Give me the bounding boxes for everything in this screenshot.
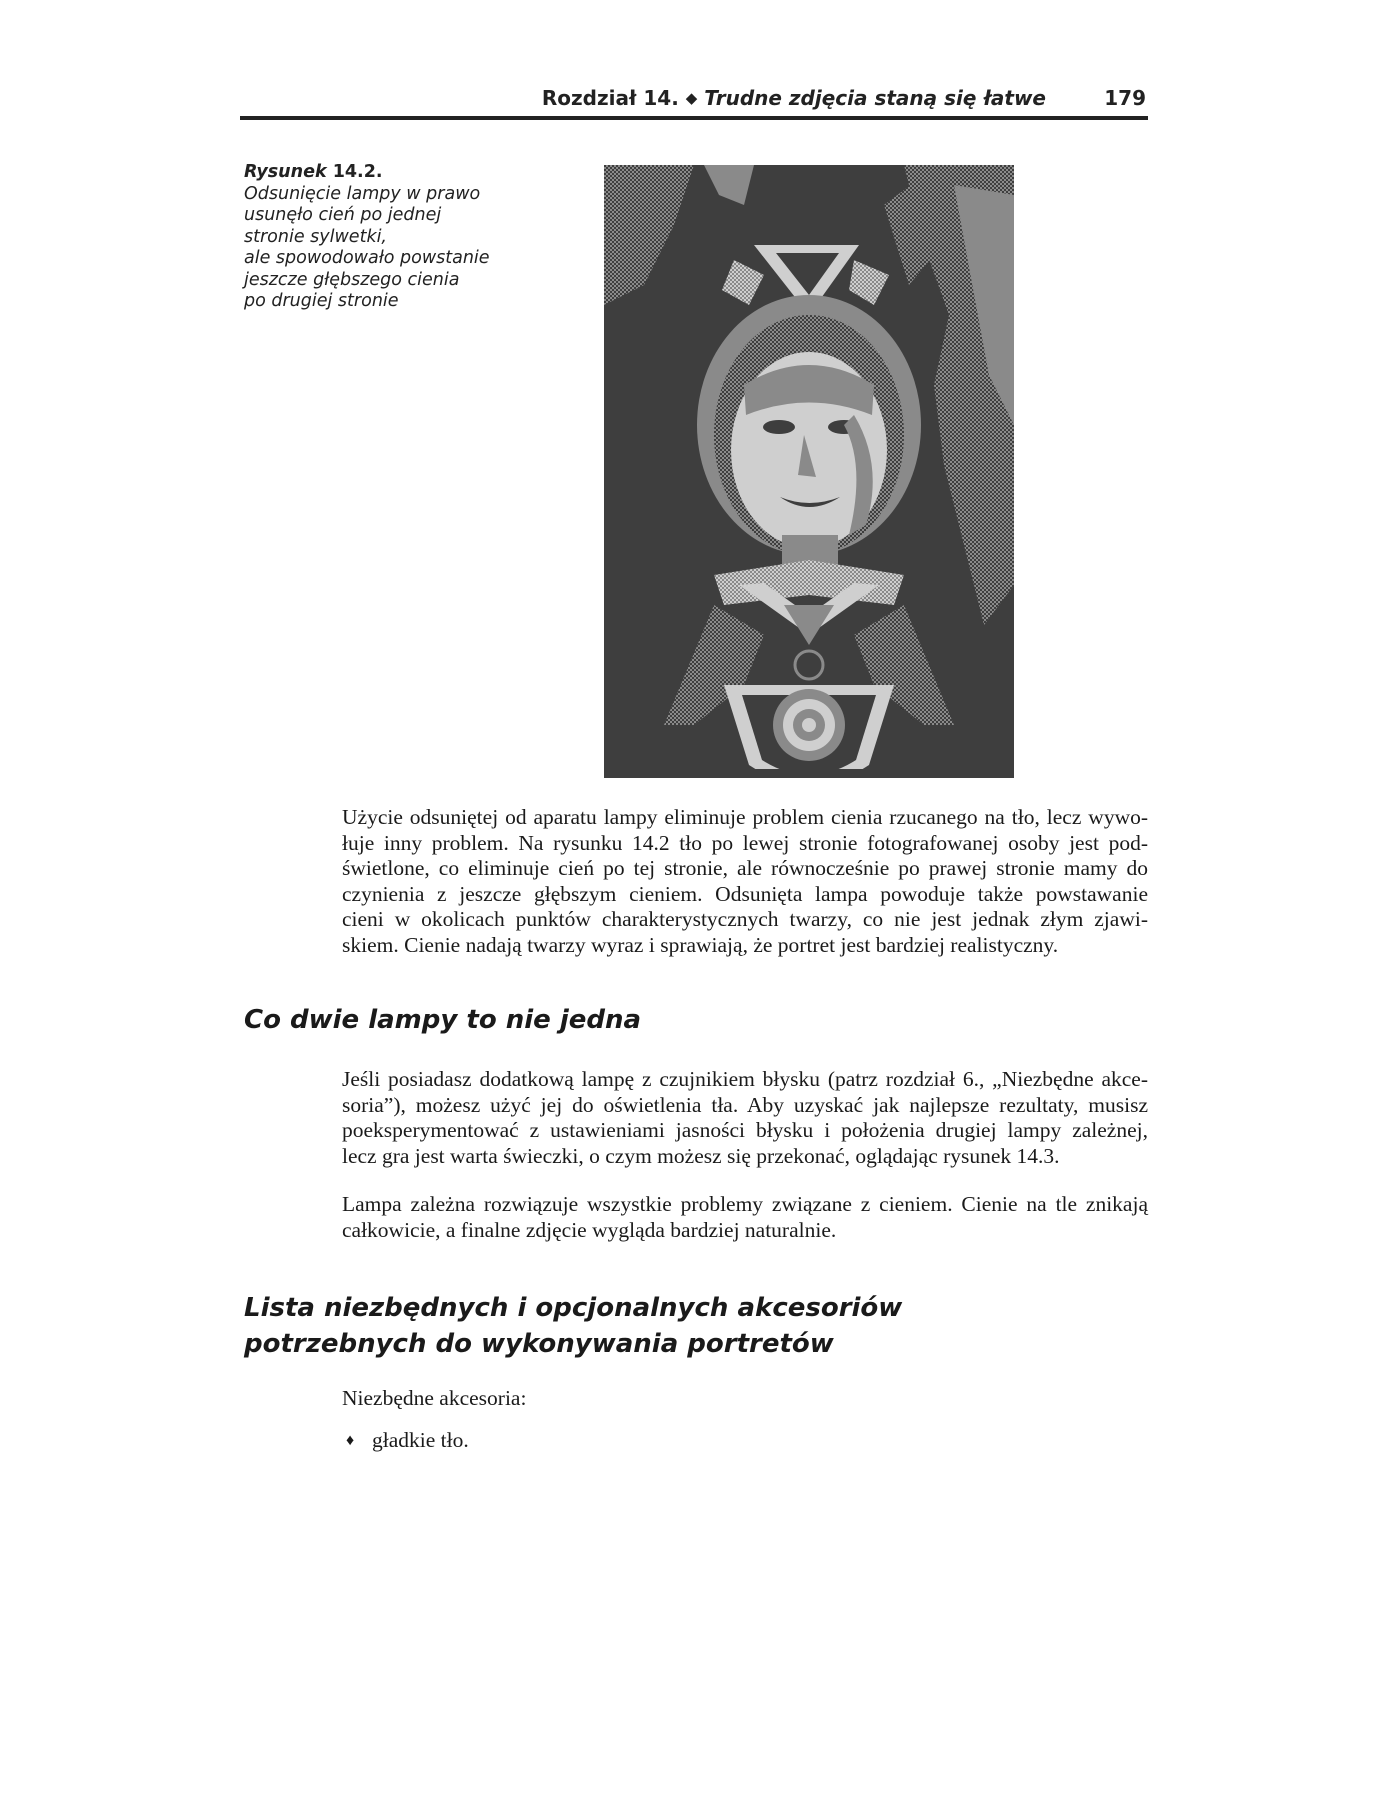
paragraph-line: lecz gra jest warta świeczki, o czym możesz się przekonać, oglądając rysunek 14.3.: [342, 1143, 1060, 1168]
heading-line: potrzebnych do wykonywania portretów: [244, 1329, 834, 1359]
heading-line: Lista niezbędnych i opcjonalnych akcesoriów: [244, 1293, 903, 1323]
paragraph-line: czynienia z jeszcze głębszym cieniem. Odsunięta lampa powoduje także powstawanie: [342, 881, 1148, 906]
paragraph-line: świetlone, co eliminuje cień po tej stronie, ale równocześnie po prawej stronie mamy do: [342, 856, 1148, 880]
paragraph-line: poeksperymentować z ustawieniami jasności błysku i położenia drugiej lampy zależnej,: [342, 1118, 1148, 1142]
paragraph-line: soria”), możesz użyć jej do oświetlenia tła. Aby uzyskać jak najlepsze rezultaty, musisz: [342, 1092, 1148, 1117]
paragraph-line: Użycie odsuniętej od aparatu lampy eliminuje problem cienia rzucanego na tło, lecz wywo-: [342, 805, 1148, 829]
section-heading-two-lamps: [244, 1002, 641, 1038]
diamond-bullet-icon: ♦: [346, 1432, 355, 1449]
list-item: [346, 1427, 469, 1454]
paragraph-line: cieni w okolicach punktów charakterystycznych twarzy, co nie jest jednak złym zjawi-: [342, 907, 1148, 931]
figure-caption-text: [244, 184, 544, 313]
figure-caption: [244, 162, 544, 313]
paragraph-line: Niezbędne akcesoria:: [342, 1386, 527, 1410]
list-item-text: gładkie tło.: [372, 1428, 469, 1452]
figure-label: [244, 162, 544, 184]
paragraph-4: [342, 1386, 1148, 1412]
figure-label-number: 14.2.: [332, 162, 383, 182]
separator-diamond-icon: ◆: [685, 89, 698, 107]
paragraph-3: [342, 1192, 1148, 1243]
paragraph-line: skiem. Cienie nadają twarzy wyraz i sprawiają, że portret jest bardziej realistyczny.: [342, 932, 1059, 957]
caption-line: usunęło cień po jednej: [244, 205, 442, 225]
caption-line: Odsunięcie lampy w prawo: [244, 183, 481, 204]
section-heading-accessories-list: [244, 1290, 902, 1362]
caption-line: po drugiej stronie: [244, 291, 399, 311]
paragraph-1: [342, 805, 1148, 958]
paragraph-line: Jeśli posiadasz dodatkową lampę z czujnikiem błysku (patrz rozdział 6., „Niezbędne akce-: [342, 1067, 1148, 1091]
caption-line: ale spowodowało powstanie: [244, 248, 490, 268]
chapter-title: Trudne zdjęcia staną się łatwe: [704, 86, 1046, 110]
paragraph-line: łuje inny problem. Na rysunku 14.2 tło po lewej stronie fotografowanej osoby jest pod-: [342, 830, 1148, 855]
paragraph-2: [342, 1067, 1148, 1169]
caption-line: jeszcze głębszego cienia: [244, 269, 460, 290]
running-head-title: [542, 86, 1046, 110]
paragraph-line: Lampa zależna rozwiązuje wszystkie problemy związane z cieniem. Cienie na tle znikają: [342, 1192, 1148, 1216]
caption-line: stronie sylwetki,: [244, 226, 387, 247]
chapter-number: Rozdział 14.: [541, 86, 679, 110]
paragraph-line: całkowicie, a finalne zdjęcie wygląda bardziej naturalnie.: [342, 1217, 837, 1242]
page-number: 179: [1104, 86, 1146, 110]
portrait-photo: [604, 165, 1014, 778]
heading-line: Co dwie lampy to nie jedna: [244, 1005, 642, 1035]
running-head: [240, 82, 1148, 120]
figure-label-prefix: Rysunek: [244, 162, 327, 182]
